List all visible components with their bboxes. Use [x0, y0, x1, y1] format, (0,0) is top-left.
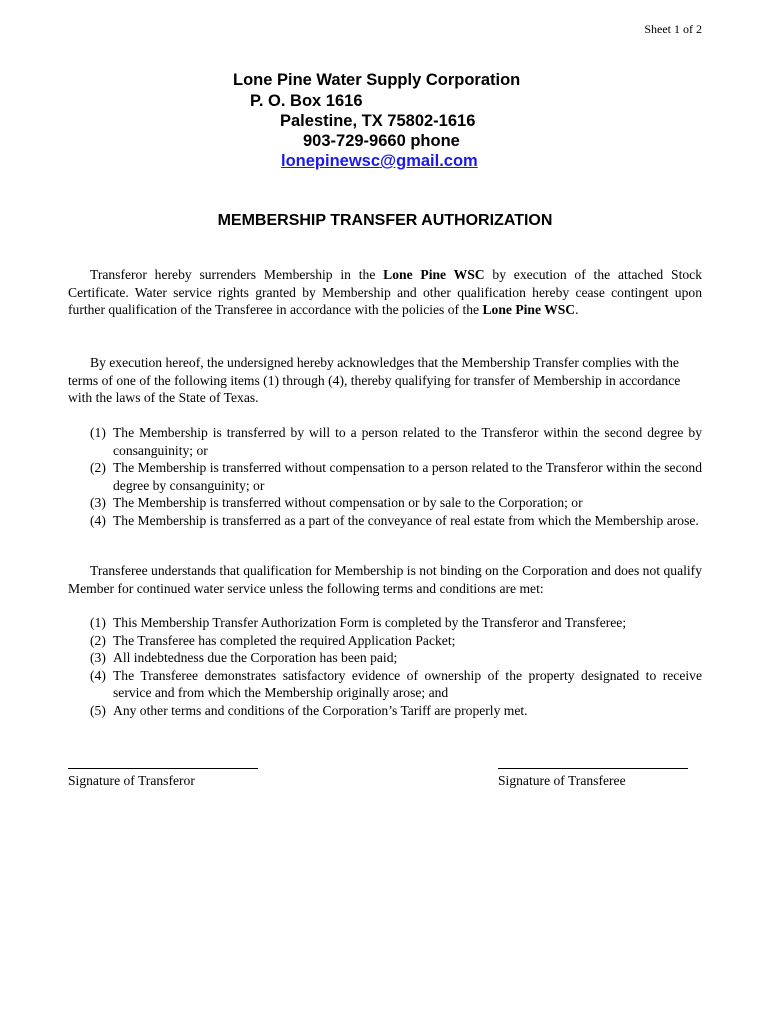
transferee-signature-block [498, 758, 688, 789]
list-item-text: All indebtedness due the Corporation has been paid; [113, 650, 398, 665]
para1-org-name: Lone Pine WSC [383, 267, 485, 282]
transferor-signature-label: Signature of Transferor [68, 773, 195, 788]
paragraph-transferee: Transferee understands that qualification for Membership is not binding on the Corporation and does not qualify Member for continued water service unless the following terms and conditions are met: [68, 563, 702, 596]
para1-org-name-2: Lone Pine WSC [482, 302, 576, 317]
list-item-number: (5) [90, 702, 106, 718]
list-item [68, 702, 702, 720]
list-item [68, 424, 702, 459]
list-item [68, 494, 702, 512]
po-box: P. O. Box 1616 [250, 92, 363, 110]
list-item-text: This Membership Transfer Authorization Form is completed by the Transferor and Transferee; [113, 615, 627, 630]
paragraph-transferor [68, 266, 702, 319]
list-item-text: Any other terms and conditions of the Corporation’s Tariff are properly met. [113, 702, 528, 718]
transferee-signature-line[interactable] [498, 758, 688, 769]
document-title: MEMBERSHIP TRANSFER AUTHORIZATION [217, 212, 553, 229]
list-item [68, 614, 702, 632]
list-item-number: (2) [90, 460, 106, 475]
list-item-text: The Membership is transferred by will to a person related to the Transferor within the second degree by consanguinity; or [113, 425, 702, 458]
list-item [68, 667, 702, 702]
list-item-text: The Membership is transferred without compensation or by sale to the Corporation; or [113, 495, 583, 510]
list-item [68, 512, 702, 530]
list-item [68, 459, 702, 494]
list-item-number: (4) [90, 667, 106, 683]
para1-text-c: by execution of the attached Stock Certificate. Water service rights granted by Membership and other qualification hereby cease contingent upon further qualification of the Transferee in accordance with the policies of the [68, 267, 702, 317]
body-section-2 [68, 354, 702, 407]
list-item-text: The Transferee demonstrates satisfactory evidence of ownership of the property designated to receive service and from which the Membership originally arose; and [113, 667, 702, 700]
list-item [68, 649, 702, 667]
list-item-text: The Transferee has completed the required Application Packet; [113, 632, 456, 648]
list-item [68, 632, 702, 650]
terms-conditions-list [68, 614, 702, 719]
list-item-number: (3) [90, 650, 106, 665]
transfer-conditions-list [68, 424, 702, 529]
list-item-text: The Membership is transferred as a part of the conveyance of real estate from which the Membership arose. [113, 512, 699, 528]
sheet-number: Sheet 1 of 2 [644, 22, 702, 36]
list-item-number: (4) [90, 512, 106, 528]
body-section-3 [68, 562, 702, 597]
list-item-number: (3) [90, 495, 106, 510]
list-item-number: (2) [90, 632, 106, 648]
list-item-text: The Membership is transferred without compensation to a person related to the Transferor within the second degree by consanguinity; or [113, 460, 702, 493]
list-item-number: (1) [90, 425, 106, 440]
para1-text-a: Transferor hereby surrenders Membership in the [90, 267, 384, 282]
paragraph-acknowledgement: By execution hereof, the undersigned hereby acknowledges that the Membership Transfer complies with the terms of one of the following items (1) through (4), thereby qualifying for transfer of Membership in accordance with the laws of the State of Texas. [68, 355, 681, 405]
company-name: Lone Pine Water Supply Corporation [233, 71, 521, 89]
transferee-signature-label: Signature of Transferee [498, 773, 626, 788]
para1-text-e: . [575, 302, 579, 317]
phone-number: 903-729-9660 phone [303, 132, 460, 150]
transferor-signature-block [68, 758, 258, 789]
email-link[interactable]: lonepinewsc@gmail.com [281, 152, 478, 170]
transferor-signature-line[interactable] [68, 758, 258, 769]
body-section-1 [68, 266, 702, 319]
list-item-number: (1) [90, 615, 106, 630]
city-state-zip: Palestine, TX 75802-1616 [280, 112, 476, 130]
